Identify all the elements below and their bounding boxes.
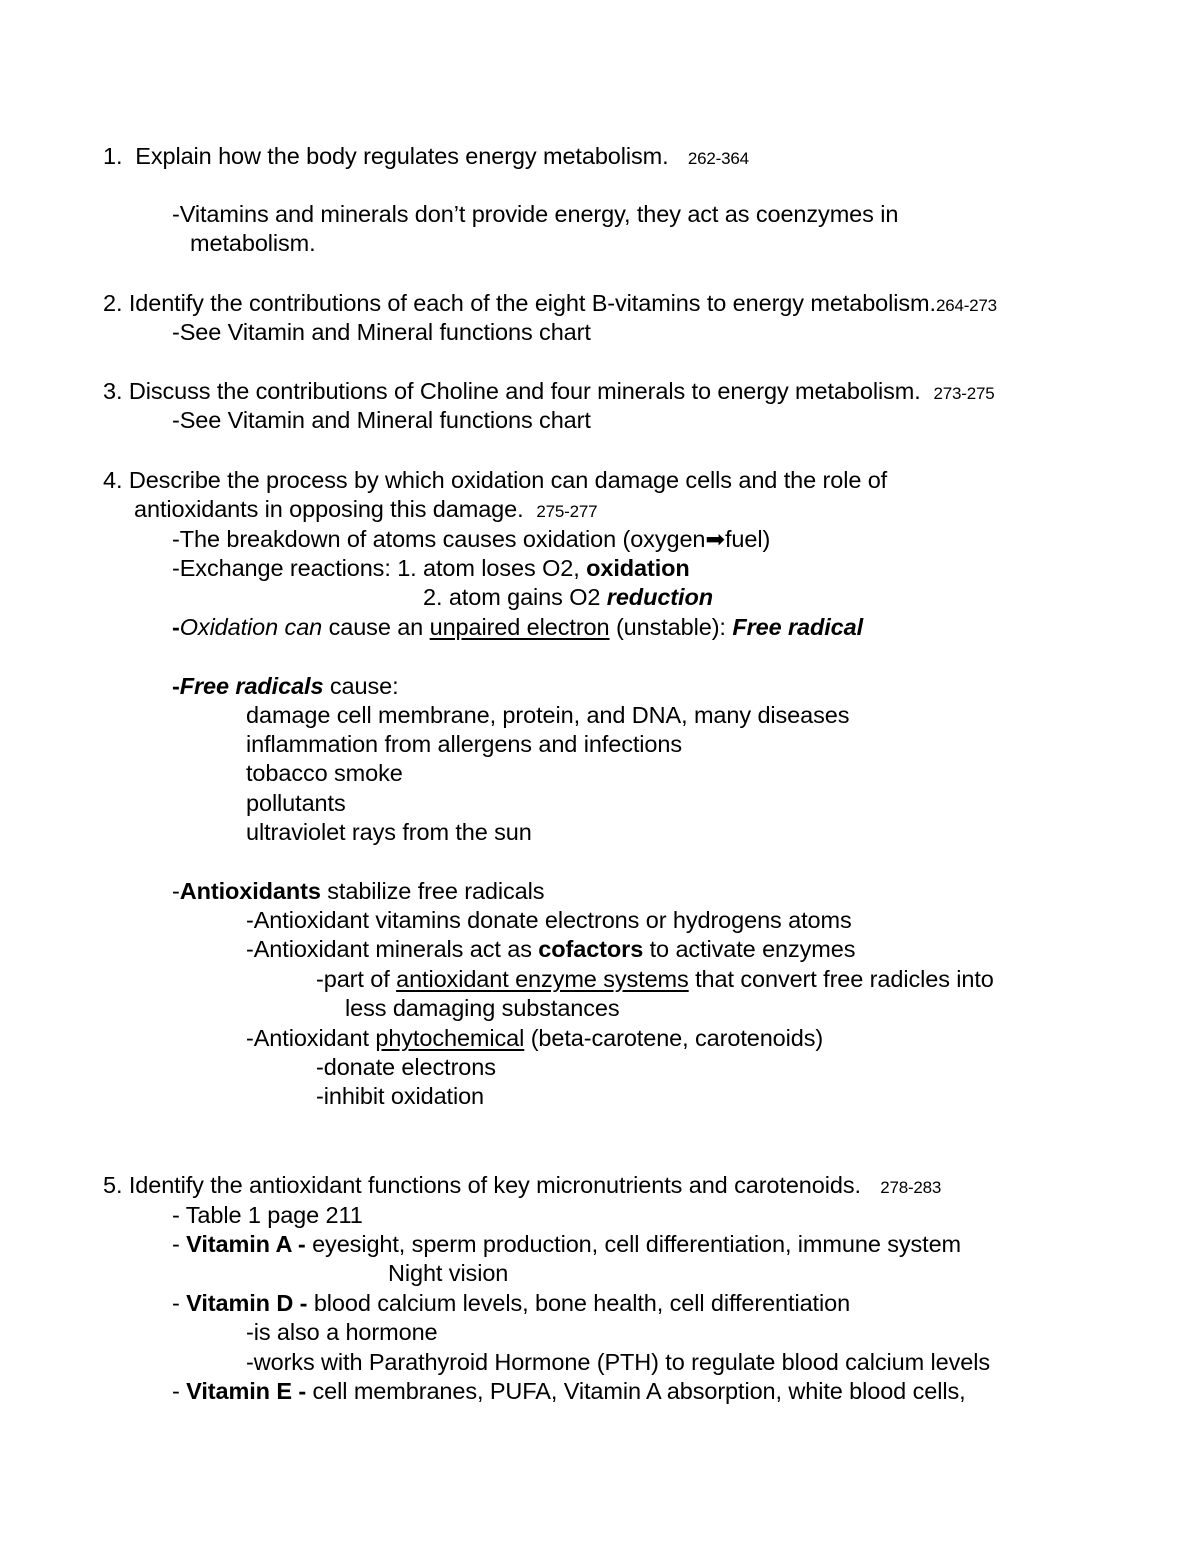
question-4: 4. Describe the process by which oxidation can damage cells and the role of [103, 467, 888, 493]
vitamin-e-line: - Vitamin E - cell membranes, PUFA, Vitamin A absorption, white blood cells, [172, 1378, 966, 1404]
list-item-continued: less damaging substances [345, 995, 620, 1021]
question-text: Explain how the body regulates energy metabolism. [135, 143, 669, 169]
vitamin-e-label: Vitamin E - [186, 1378, 307, 1404]
vitamin-a-line-2: Night vision [388, 1260, 509, 1286]
vitamin-a-label: Vitamin A - [186, 1231, 306, 1257]
list-item: -part of antioxidant enzyme systems that convert free radicles into [316, 966, 994, 992]
question-number: 1. [103, 143, 123, 169]
list-item: ultraviolet rays from the sun [246, 819, 532, 845]
term-reduction: reduction [606, 584, 713, 610]
question-1 [103, 142, 749, 173]
free-radicals-heading: -Free radicals cause: [172, 673, 399, 699]
right-arrow-icon: ➡ [705, 526, 725, 552]
page-reference: 273-275 [933, 384, 995, 403]
vitamin-d-line: - Vitamin D - blood calcium levels, bone health, cell differentiation [172, 1290, 851, 1316]
list-item: inflammation from allergens and infections [246, 731, 682, 757]
vitamin-a-line: - Vitamin A - eyesight, sperm production, cell differentiation, immune system [172, 1231, 962, 1257]
breakdown-line: -The breakdown of atoms causes oxidation (oxygen➡fuel) [172, 526, 771, 552]
list-item: damage cell membrane, protein, and DNA, many diseases [246, 702, 850, 728]
list-item: -works with Parathyroid Hormone (PTH) to regulate blood calcium levels [246, 1349, 990, 1375]
page-reference: 275-277 [536, 502, 598, 521]
question-text: antioxidants in opposing this damage. [134, 496, 524, 522]
question-text: 2. Identify the contributions of each of the eight B-vitamins to energy metabolism. [103, 290, 936, 316]
note-line: -See Vitamin and Mineral functions chart [172, 319, 591, 345]
list-item: -Antioxidant minerals act as cofactors to activate enzymes [246, 936, 856, 962]
list-item: -Antioxidant vitamins donate electrons or hydrogens atoms [246, 907, 852, 933]
term-unpaired-electron: unpaired electron [429, 614, 610, 640]
term-phytochemical: phytochemical [375, 1025, 525, 1051]
exchange-line-2: 2. atom gains O2 reduction [423, 584, 713, 610]
antioxidants-heading: -Antioxidants stabilize free radicals [172, 878, 545, 904]
note-line: -See Vitamin and Mineral functions chart [172, 407, 591, 433]
vitamin-d-label: Vitamin D - [186, 1290, 308, 1316]
question-5 [103, 1171, 941, 1202]
list-item: pollutants [246, 790, 346, 816]
note-line: metabolism. [190, 230, 316, 256]
table-reference: - Table 1 page 211 [172, 1202, 363, 1228]
list-item: -Antioxidant phytochemical (beta-carotene, carotenoids) [246, 1025, 824, 1051]
page-reference: 278-283 [880, 1178, 942, 1197]
question-3 [103, 377, 994, 408]
note-line: -Vitamins and minerals don’t provide energy, they act as coenzymes in [172, 201, 899, 227]
term-cofactors: cofactors [538, 936, 644, 962]
question-text: 3. Discuss the contributions of Choline and four minerals to energy metabolism. [103, 378, 921, 404]
term-oxidation: oxidation [586, 555, 690, 581]
list-item: -is also a hormone [246, 1319, 438, 1345]
list-item: tobacco smoke [246, 760, 403, 786]
oxidation-line: -Oxidation can cause an unpaired electron (unstable): Free radical [172, 614, 864, 640]
term-free-radical: Free radical [732, 614, 864, 640]
exchange-line: -Exchange reactions: 1. atom loses O2, oxidation [172, 555, 690, 581]
list-item: -inhibit oxidation [316, 1083, 485, 1109]
question-2 [103, 289, 997, 320]
list-item: -donate electrons [316, 1054, 496, 1080]
term-antioxidant-enzyme-systems: antioxidant enzyme systems [396, 966, 689, 992]
page-reference: 264-273 [935, 296, 997, 315]
question-text: 5. Identify the antioxidant functions of key micronutrients and carotenoids. [103, 1172, 861, 1198]
page-reference: 262-364 [687, 149, 749, 168]
question-4-continued [134, 495, 597, 526]
